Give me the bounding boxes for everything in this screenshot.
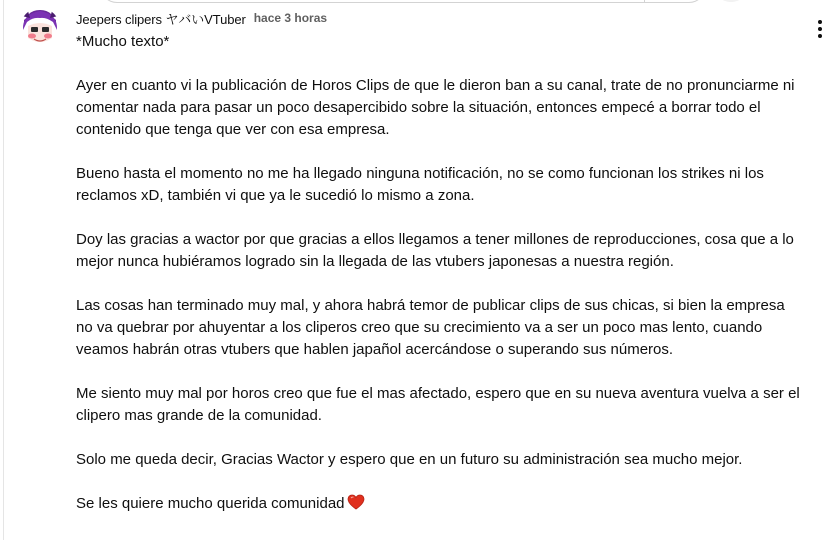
comment-paragraph: Se les quiere mucho querida comunidad <box>76 495 345 512</box>
comment-paragraph: Doy las gracias a wactor por que gracias a ellos llegamos a tener millones de reproducciones, cosa que a lo mejor nunca hubiéramos logrado sin la llegada de las vtubers japonesas a nuestra región. <box>76 231 799 270</box>
comment-paragraph: Solo me queda decir, Gracias Wactor y espero que en un futuro su administración sea mucho mejor. <box>76 451 743 468</box>
reply-input-divider <box>644 0 645 2</box>
more-vert-icon[interactable] <box>812 18 828 40</box>
top-action-button[interactable] <box>716 0 746 2</box>
comment-author[interactable]: Jeepers clipers ヤバいVTuber <box>76 11 246 27</box>
thread-border <box>3 0 4 540</box>
comment-paragraph: Me siento muy mal por horos creo que fue el mas afectado, espero que en su nueva aventura vuelva a ser el clipero mas grande de la comunidad. <box>76 385 804 424</box>
heart-emoji <box>347 494 365 510</box>
comment-timestamp[interactable]: hace 3 horas <box>253 11 328 25</box>
comment-closing <box>76 493 801 515</box>
comment-header <box>76 10 327 26</box>
reply-input-box[interactable] <box>100 0 706 3</box>
comment-paragraph: *Mucho texto* <box>76 33 170 50</box>
avatar[interactable] <box>20 8 60 48</box>
comment-paragraph: Ayer en cuanto vi la publicación de Horos Clips de que le dieron ban a su canal, trate de no pronunciarme ni comentar nada para pasar un poco desapercibido sobre la situación, entonces empecé a borrar todo el contenido que tenga que ver con esa empresa. <box>76 77 799 138</box>
avatar-image <box>20 8 60 48</box>
comment-paragraph: Las cosas han terminado muy mal, y ahora habrá temor de publicar clips de sus chicas, si bien la empresa no va quebrar por ahuyentar a los cliperos creo que su crecimiento va a ser un poco mas lento, cuando veamos habrán otras vtubers que hablen japañol acercándose o superando sus números. <box>76 297 789 358</box>
comment-text <box>76 31 804 537</box>
comment-paragraph: Bueno hasta el momento no me ha llegado ninguna notificación, no se como funcionan los strikes ni los reclamos xD, también vi que ya le sucedió lo mismo a zona. <box>76 165 769 204</box>
